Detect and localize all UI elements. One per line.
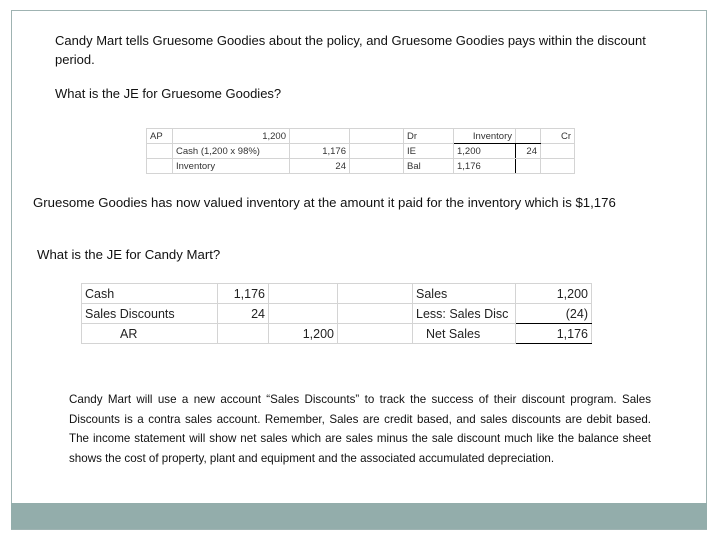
cell: 1,200 (269, 324, 338, 344)
cell (147, 159, 173, 174)
question-candy-mart: What is the JE for Candy Mart? (37, 247, 221, 262)
cell (218, 324, 269, 344)
cell: 1,200 (173, 129, 290, 144)
cell (338, 304, 413, 324)
table-row (147, 129, 575, 144)
question-gruesome: What is the JE for Gruesome Goodies? (55, 86, 282, 101)
cell (269, 284, 338, 304)
explanation-paragraph: Candy Mart will use a new account “Sales Discounts” to track the success of their discount program. Sales Discounts is a contra sales account. Remember, Sales are credit based, and sales discounts are debit based. The income statement will show net sales which are sales minus the sale discount much like the balance sheet shows the cost of property, plant and equipment and the associated accumulated depreciation. (69, 393, 651, 465)
cell: 1,176 (516, 324, 592, 344)
cell (541, 144, 575, 159)
cell (290, 129, 350, 144)
cell: 1,200 (516, 284, 592, 304)
cell: Inventory (454, 129, 516, 144)
cell: 24 (290, 159, 350, 174)
cell: 24 (218, 304, 269, 324)
candy-mart-journal-table (81, 283, 592, 344)
gruesome-journal-table (146, 128, 575, 174)
cell: AR (82, 324, 218, 344)
table-row (82, 324, 592, 344)
cell: Dr (404, 129, 454, 144)
cell: Sales (413, 284, 516, 304)
cell: Cash (1,200 x 98%) (173, 144, 290, 159)
cell: 1,176 (290, 144, 350, 159)
cell: Cr (541, 129, 575, 144)
cell (269, 304, 338, 324)
valuation-note: Gruesome Goodies has now valued inventory at the amount it paid for the inventory which is $1,176 (33, 195, 616, 210)
cell (338, 284, 413, 304)
cell (516, 159, 541, 174)
cell (516, 129, 541, 144)
cell: Cash (82, 284, 218, 304)
cell (350, 129, 404, 144)
cell: 1,176 (454, 159, 516, 174)
cell: Net Sales (413, 324, 516, 344)
cell (350, 144, 404, 159)
cell: 24 (516, 144, 541, 159)
cell: (24) (516, 304, 592, 324)
cell: Sales Discounts (82, 304, 218, 324)
table-row (82, 304, 592, 324)
cell (338, 324, 413, 344)
cell: 1,200 (454, 144, 516, 159)
footer-band (11, 503, 707, 529)
cell: IE (404, 144, 454, 159)
table-row (82, 284, 592, 304)
cell: Bal (404, 159, 454, 174)
cell: AP (147, 129, 173, 144)
intro-line-2: period. (55, 52, 95, 67)
cell (350, 159, 404, 174)
table-row (147, 144, 575, 159)
cell: Inventory (173, 159, 290, 174)
intro-line-1: Candy Mart tells Gruesome Goodies about the policy, and Gruesome Goodies pays within the discount (55, 33, 646, 48)
cell (541, 159, 575, 174)
table-row (147, 159, 575, 174)
cell (147, 144, 173, 159)
cell: Less: Sales Disc (413, 304, 516, 324)
cell: 1,176 (218, 284, 269, 304)
